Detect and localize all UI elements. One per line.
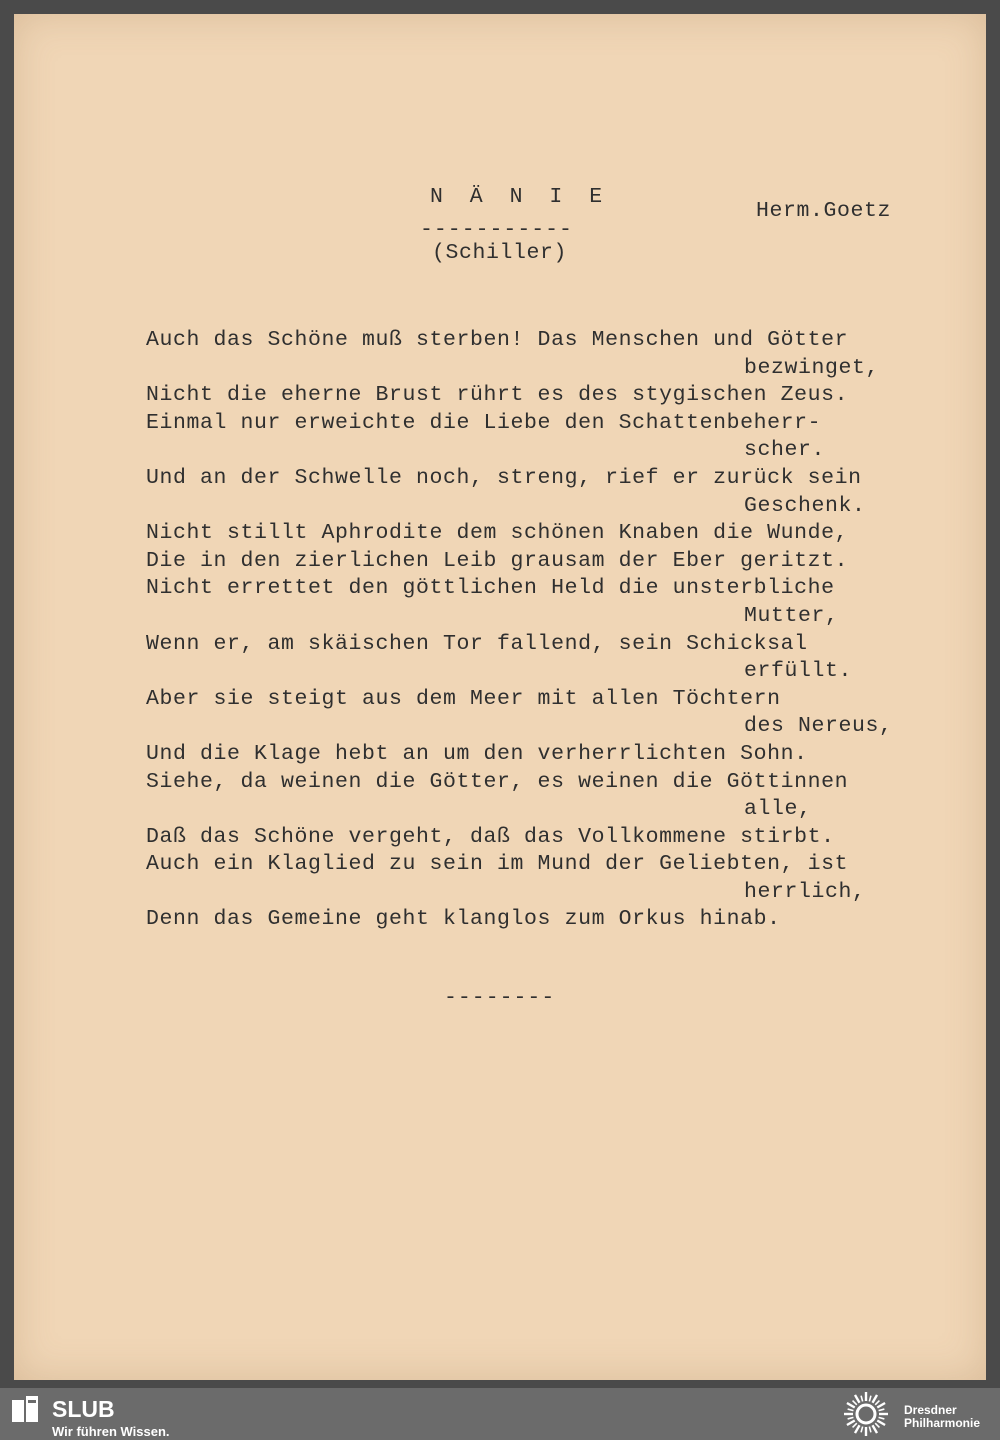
- philharmonie-logo-text: Dresdner Philharmonie: [904, 1403, 981, 1430]
- poem-line-continuation: herrlich,: [744, 879, 866, 904]
- poem-line-continuation: erfüllt.: [744, 659, 853, 684]
- poem-line-continuation: Geschenk.: [744, 493, 866, 518]
- poem-title: N Ä N I E: [430, 185, 610, 209]
- poem-line: Siehe, da weinen die Götter, es weinen die Göttinnen: [146, 769, 849, 794]
- footer-bar: [0, 1388, 1000, 1440]
- poem-line: Einmal nur erweichte die Liebe den Schattenbeherr-: [146, 410, 822, 435]
- poem-line: Denn das Gemeine geht klanglos zum Orkus hinab.: [146, 907, 781, 932]
- slub-logo-icon: [10, 1394, 42, 1426]
- poem-line: Auch ein Klaglied zu sein im Mund der Geliebten, ist: [146, 852, 849, 877]
- poem-line-continuation: bezwinget,: [744, 355, 880, 380]
- poem-line: Nicht stillt Aphrodite dem schönen Knaben die Wunde,: [146, 521, 849, 546]
- poem-line: Daß das Schöne vergeht, daß das Vollkommene stirbt.: [146, 824, 835, 849]
- end-rule: --------: [444, 986, 556, 1010]
- slub-logo-text: SLUB: [52, 1396, 115, 1422]
- poem-line-continuation: alle,: [744, 797, 812, 822]
- poem-subtitle: (Schiller): [432, 241, 568, 265]
- poem-line: Aber sie steigt aus dem Meer mit allen Töchtern: [146, 686, 781, 711]
- title-underline: -----------: [420, 218, 573, 242]
- poem-line-continuation: scher.: [744, 438, 826, 463]
- poem-line: Und die Klage hebt an um den verherrlichten Sohn.: [146, 741, 808, 766]
- slub-slogan: Wir führen Wissen.: [52, 1424, 170, 1439]
- philharmonie-logo-icon: [840, 1390, 892, 1438]
- poem-line-continuation: des Nereus,: [744, 714, 893, 739]
- poem-line: Nicht errettet den göttlichen Held die unsterbliche: [146, 576, 835, 601]
- poem-line: Nicht die eherne Brust rührt es des stygischen Zeus.: [146, 383, 849, 408]
- composer-name: Herm.Goetz: [756, 199, 892, 223]
- poem-line: Wenn er, am skäischen Tor fallend, sein Schicksal: [146, 631, 808, 656]
- poem-line-continuation: Mutter,: [744, 603, 839, 628]
- poem-line: Und an der Schwelle noch, streng, rief er zurück sein: [146, 465, 862, 490]
- poem-line: Auch das Schöne muß sterben! Das Menschen und Götter: [146, 328, 849, 352]
- poem-line: Die in den zierlichen Leib grausam der Eber geritzt.: [146, 548, 849, 573]
- poem-text: [146, 327, 893, 934]
